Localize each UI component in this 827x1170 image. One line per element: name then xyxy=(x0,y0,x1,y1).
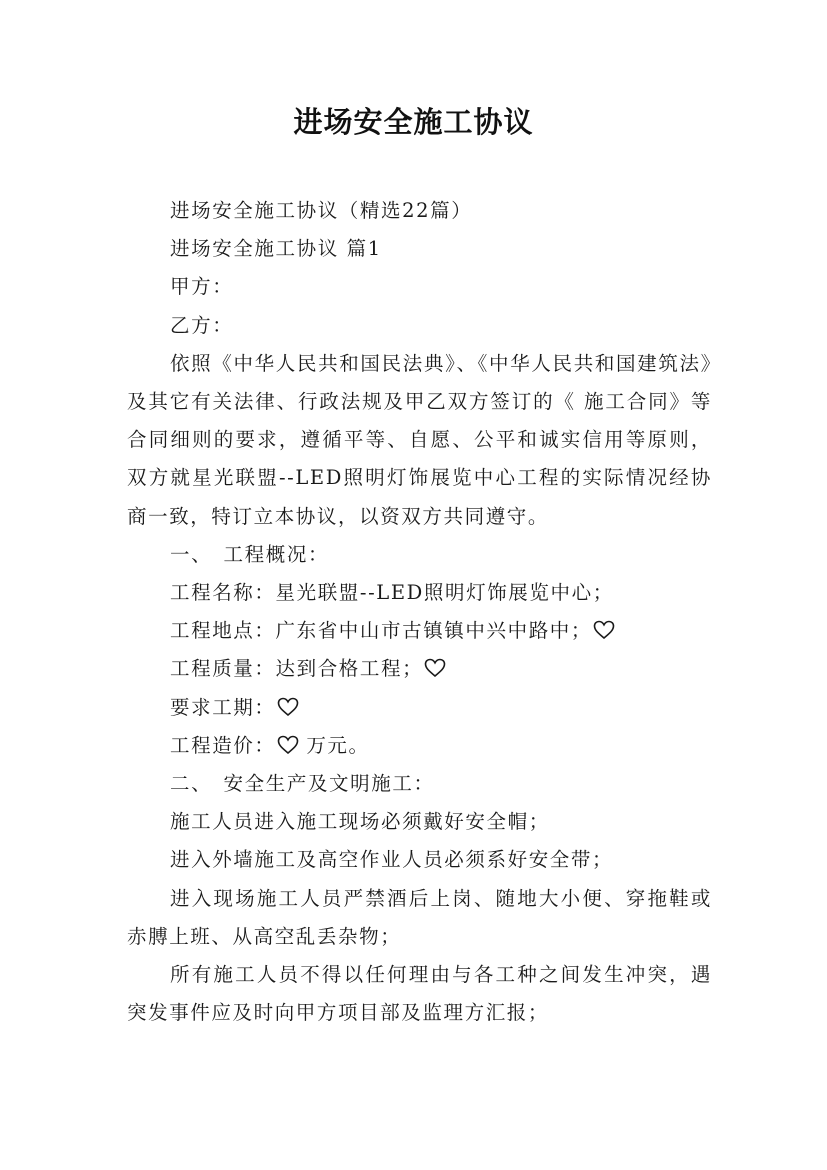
paragraph-project-cost xyxy=(127,727,712,765)
heart-outline-icon xyxy=(593,620,615,640)
paragraph-rule-helmet: 施工人员进入施工现场必须戴好安全帽； xyxy=(170,810,550,834)
heart-outline-icon xyxy=(424,658,446,678)
document-title: 进场安全施工协议 xyxy=(293,105,534,139)
heart-outline-icon xyxy=(277,735,299,755)
paragraph-heading-safety: 二、 安全生产及文明施工： xyxy=(170,772,435,796)
paragraph-party-a: 甲方： xyxy=(170,275,234,299)
paragraph-party-b: 乙方： xyxy=(170,313,234,337)
project-cost-label: 工程造价： xyxy=(170,733,276,757)
paragraph-rule-conduct: 进入现场施工人员严禁酒后上岗、随地大小便、穿拖鞋或赤膊上班、从高空乱丢杂物； xyxy=(127,886,712,948)
project-cost-unit: 万元。 xyxy=(298,733,370,757)
paragraph-heading-overview: 一、 工程概况： xyxy=(170,542,330,566)
paragraph-rule-harness: 进入外墙施工及高空作业人员必须系好安全带； xyxy=(170,848,614,872)
document-body xyxy=(127,192,712,1032)
paragraph-project-quality xyxy=(127,650,712,688)
paragraph-preamble: 依照《中华人民共和国民法典》、《中华人民共和国建筑法》及其它有关法律、行政法规及甲乙双方签订的《 施工合同》等合同细则的要求，遵循平等、自愿、公平和诚实信用等原则，双方就星光联盟--LED照明灯饰展览中心工程的实际情况经协商一致，特订立本协议，以资双方共同遵守。 xyxy=(127,351,712,528)
paragraph-project-duration xyxy=(127,689,712,727)
heart-outline-icon xyxy=(277,697,299,717)
paragraph-rule-conflict: 所有施工人员不得以任何理由与各工种之间发生冲突，遇突发事件应及时向甲方项目部及监理方汇报； xyxy=(127,963,712,1025)
paragraph-project-location xyxy=(127,612,712,650)
paragraph-section-heading: 进场安全施工协议 篇1 xyxy=(170,237,382,261)
project-quality-text: 工程质量：达到合格工程； xyxy=(170,657,424,681)
paragraph-subtitle: 进场安全施工协议（精选22篇） xyxy=(170,199,473,222)
project-location-text: 工程地点：广东省中山市古镇镇中兴中路中； xyxy=(170,619,593,643)
paragraph-project-name: 工程名称：星光联盟--LED照明灯饰展览中心； xyxy=(170,581,614,605)
project-duration-text: 要求工期： xyxy=(170,695,276,719)
